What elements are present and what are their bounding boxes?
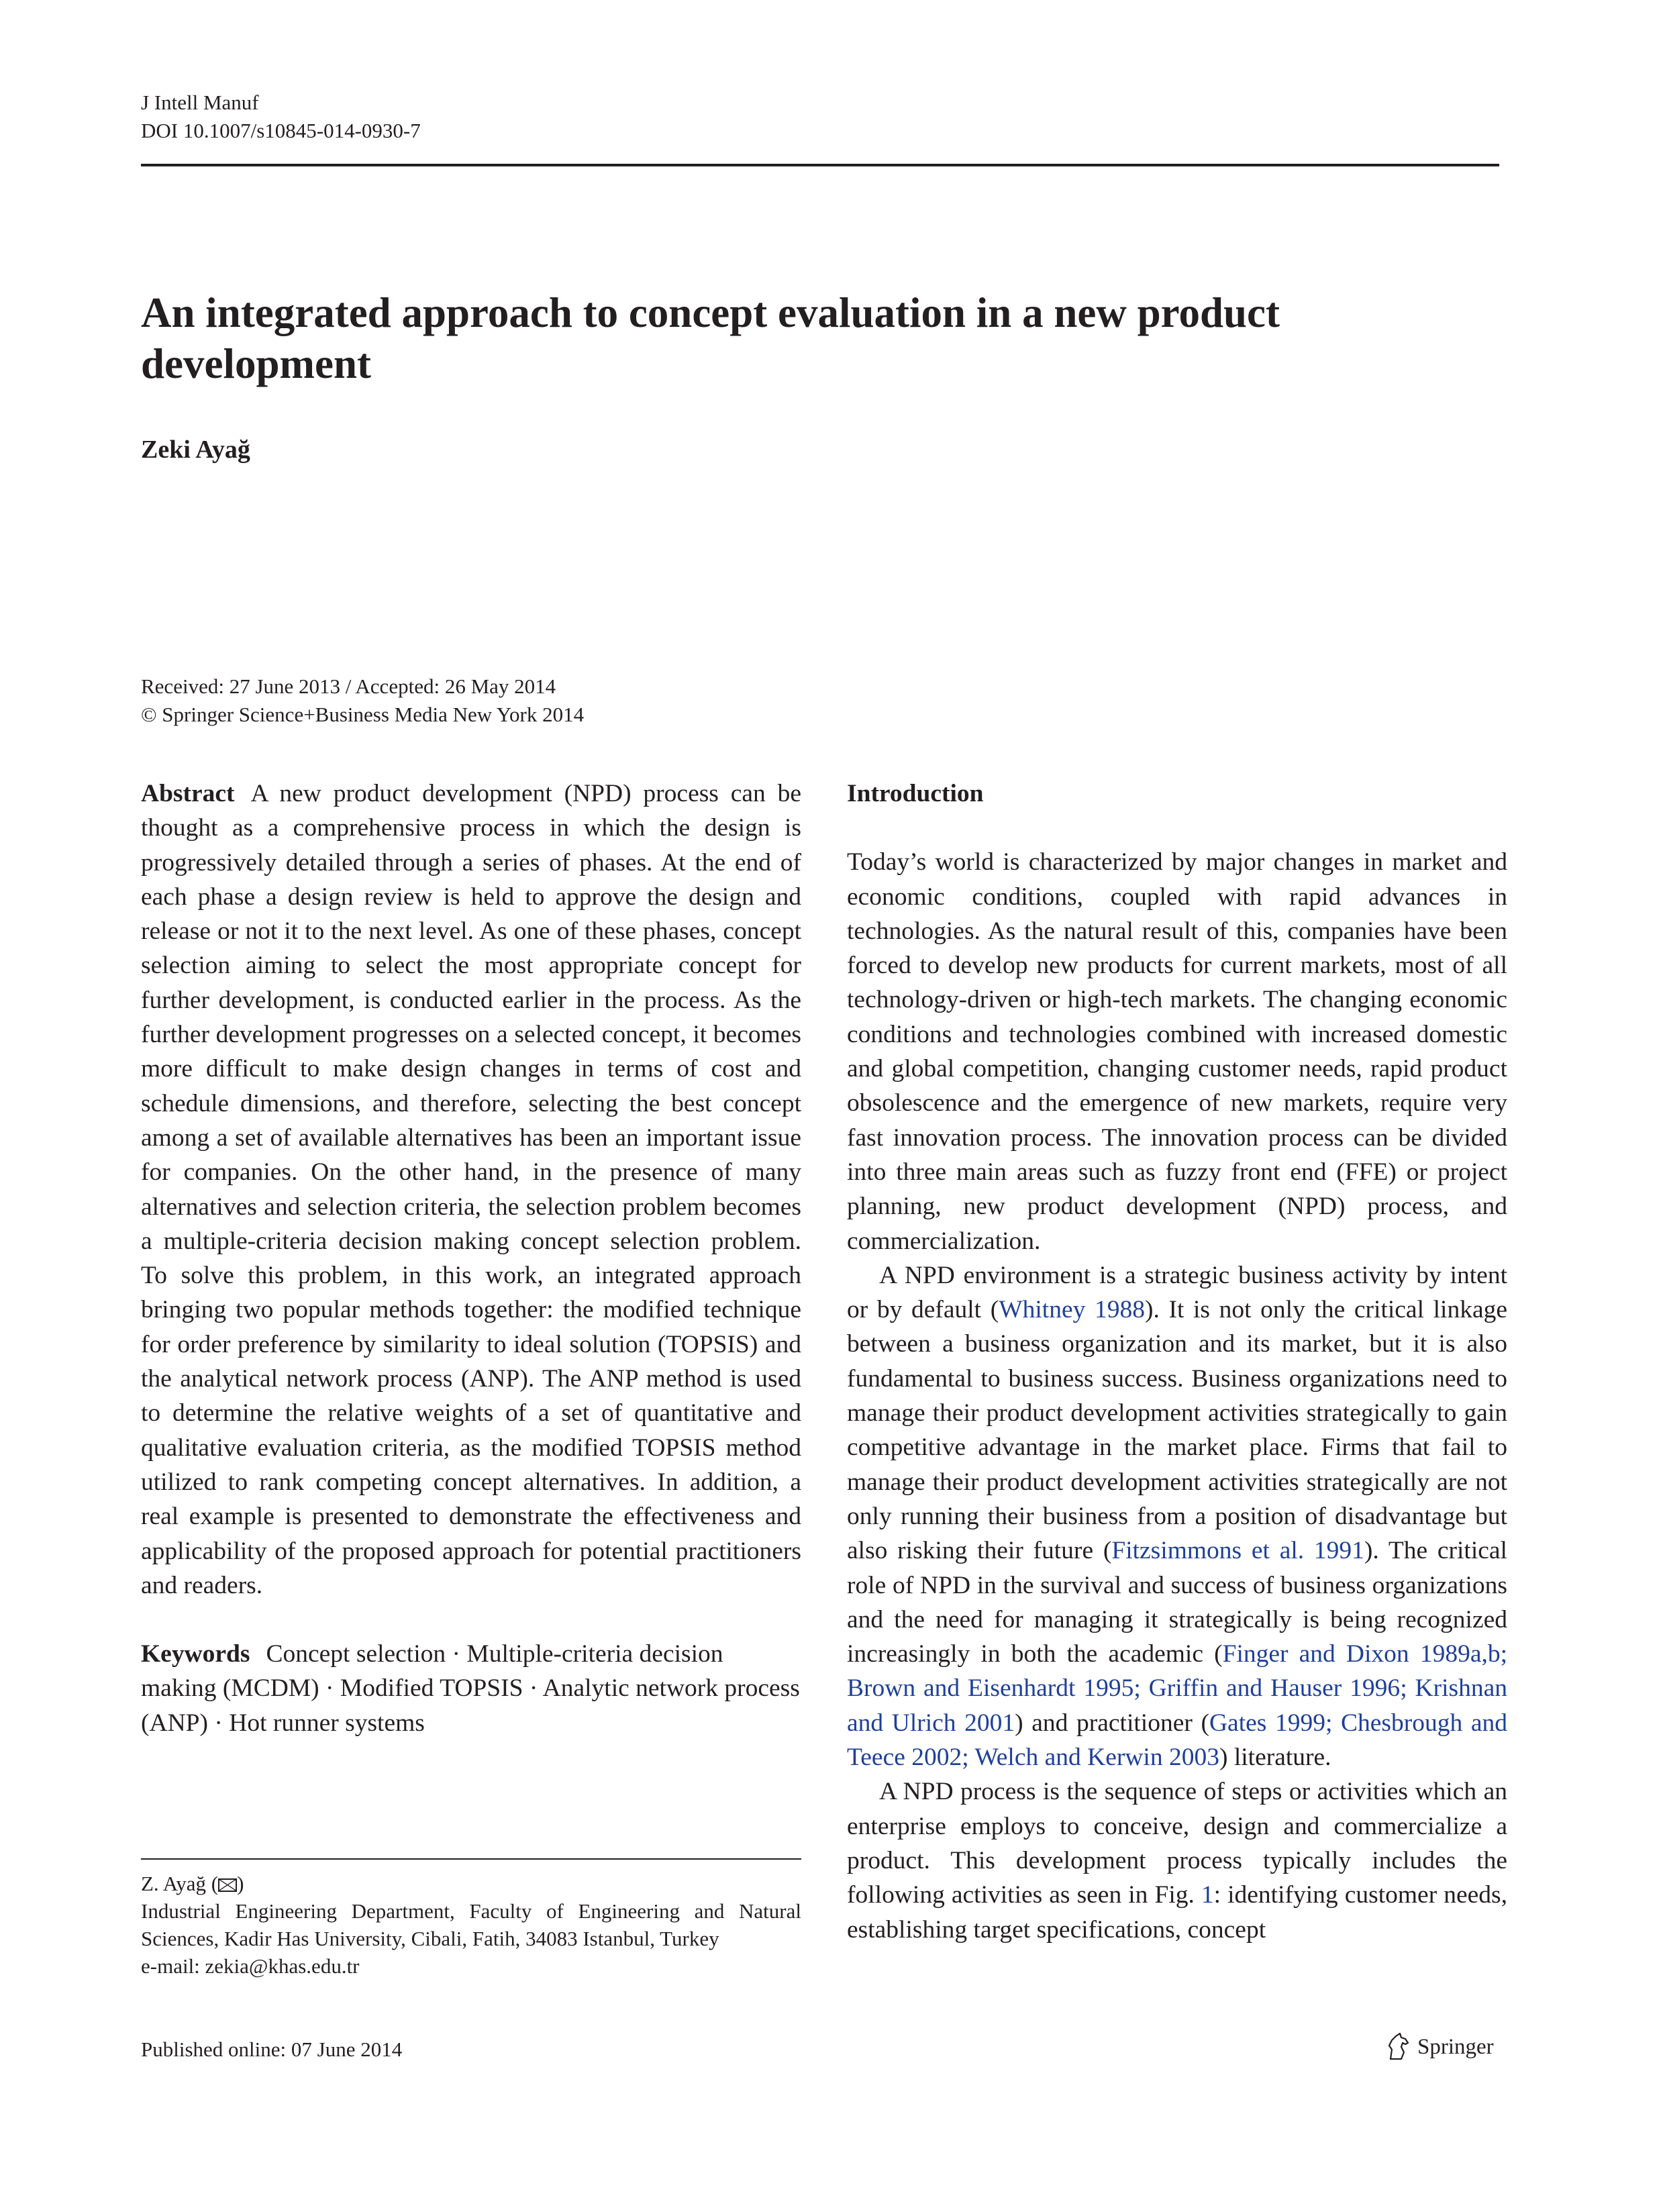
- figure-link[interactable]: 1: [1201, 1881, 1214, 1909]
- author-name: Zeki Ayağ: [141, 436, 250, 464]
- springer-logo: [1385, 2032, 1494, 2062]
- footnote-author: Z. Ayağ ( ): [141, 1872, 244, 1895]
- citation-link[interactable]: Brown and Eisenhardt 1995: [847, 1674, 1134, 1703]
- keywords-text: Concept selection · Multiple-criteria decision making (MCDM) · Modified TOPSIS · Analytic network process (ANP) · Hot runner systems: [141, 1640, 800, 1737]
- citation-link[interactable]: Gates 1999: [1209, 1709, 1325, 1737]
- received-accepted: Received: 27 June 2013 / Accepted: 26 May 2014: [141, 674, 556, 698]
- abstract: [141, 776, 801, 1603]
- springer-wordmark: Springer: [1417, 2034, 1494, 2059]
- intro-paragraph-2: A NPD environment is a strategic business activity by intent or by default (Whitney 1988). It is not only the critical linkage between a business organization and its market, but it is also fundamental to business success. Business organizations need to manage their product development activities strategically to gain competitive advantage in the market place. Firms that fail to manage their product development activities strategically are not only running their business from a position of disadvantage but also risking their future (Fitzsimmons et al. 1991). The critical role of NPD in the survival and success of business organizations and the need for managing it strategically is being recognized increasingly in both the academic (Finger and Dixon 1989a,b; Brown and Eisenhardt 1995; Griffin and Hauser 1996; Krishnan and Ulrich 2001) and practitioner (Gates 1999; Chesbrough and Teece 2002; Welch and Kerwin 2003) literature.: [847, 1261, 1508, 1772]
- header-rule: [141, 164, 1499, 166]
- abstract-text: A new product development (NPD) process can be thought as a comprehensive process in which the design is progressively detailed through a series of phases. At the end of each phase a design review is held to approve the design and release or not it to the next level. As one of these phases, concept selection aiming to select the most appropriate concept for further development, is conducted earlier in the process. As the further development progresses on a selected concept, it becomes more difficult to make design changes in terms of cost and schedule dimensions, and therefore, selecting the best concept among a set of available alternatives has been an important issue for companies. On the other hand, in the presence of many alternatives and selection criteria, the selection problem becomes a multiple-criteria decision making concept selection problem. To solve this problem, in this work, an integrated approach bringing two popular methods together: the modified technique for order preference by similarity to ideal solution (TOPSIS) and the analytical network process (ANP). The ANP method is used to determine the relative weights of a set of quantitative and qualitative evaluation criteria, as the modified TOPSIS method utilized to rank competing concept alternatives. In addition, a real example is presented to demonstrate the effectiveness and applicability of the proposed approach for potential practitioners and readers.: [141, 780, 801, 1599]
- footnote-rule: [141, 1858, 801, 1860]
- paper-title: An integrated approach to concept evaluation in a new product development: [141, 289, 1280, 387]
- right-column: [847, 776, 1507, 1947]
- journal-name: J Intell Manuf: [141, 91, 259, 114]
- citation-link[interactable]: Finger and Dixon 1989a,b: [1222, 1640, 1501, 1668]
- abstract-label: Abstract: [141, 780, 235, 807]
- keywords-label: Keywords: [141, 1640, 250, 1668]
- citation-link[interactable]: Griffin and Hauser 1996: [1148, 1674, 1401, 1703]
- published-online: Published online: 07 June 2014: [141, 2038, 403, 2061]
- journal-header: [141, 89, 421, 145]
- citation-link[interactable]: Chesbrough and Teece 2002: [847, 1709, 1507, 1772]
- footnote-email[interactable]: e-mail: zekia@khas.edu.tr: [141, 1954, 360, 1978]
- publication-dates: [141, 672, 584, 729]
- citation-link[interactable]: Krishnan and Ulrich 2001: [847, 1674, 1507, 1737]
- copyright: © Springer Science+Business Media New York 2014: [141, 703, 585, 726]
- citation-link[interactable]: Fitzsimmons et al. 1991: [1111, 1537, 1364, 1565]
- envelope-icon[interactable]: [218, 1878, 237, 1892]
- doi[interactable]: DOI 10.1007/s10845-014-0930-7: [141, 119, 421, 142]
- intro-paragraph-3: A NPD process is the sequence of steps or activities which an enterprise employs to conceive, design and commercialize a product. This development process typically includes the following activities as seen in Fig. 1: identifying customer needs, establishing target specifications, concept: [847, 1778, 1507, 1944]
- intro-paragraph-1: Today’s world is characterized by major changes in market and economic conditions, coupled with rapid advances in technologies. As the natural result of this, companies have been forced to develop new products for current markets, most of all technology-driven or high-tech markets. The changing economic conditions and technologies combined with increased domestic and global competition, changing customer needs, rapid product obsolescence and the emergence of new markets, require very fast innovation process. The innovation process can be divided into three main areas such as fuzzy front end (FFE) or project planning, new product development (NPD) process, and commercialization.: [847, 848, 1507, 1255]
- springer-horse-icon: [1385, 2032, 1412, 2062]
- footnote-affiliation: Industrial Engineering Department, Faculty of Engineering and Natural Sciences, Kadir Has University, Cibali, Fatih, 34083 Istanbul, Turkey: [141, 1899, 801, 1950]
- author-footnote: [141, 1870, 801, 1980]
- citation-link[interactable]: Whitney 1988: [999, 1296, 1145, 1324]
- left-column: [141, 776, 801, 1740]
- citation-link[interactable]: Welch and Kerwin 2003: [974, 1744, 1219, 1772]
- keywords: [141, 1637, 801, 1740]
- introduction-heading: Introduction: [847, 780, 984, 807]
